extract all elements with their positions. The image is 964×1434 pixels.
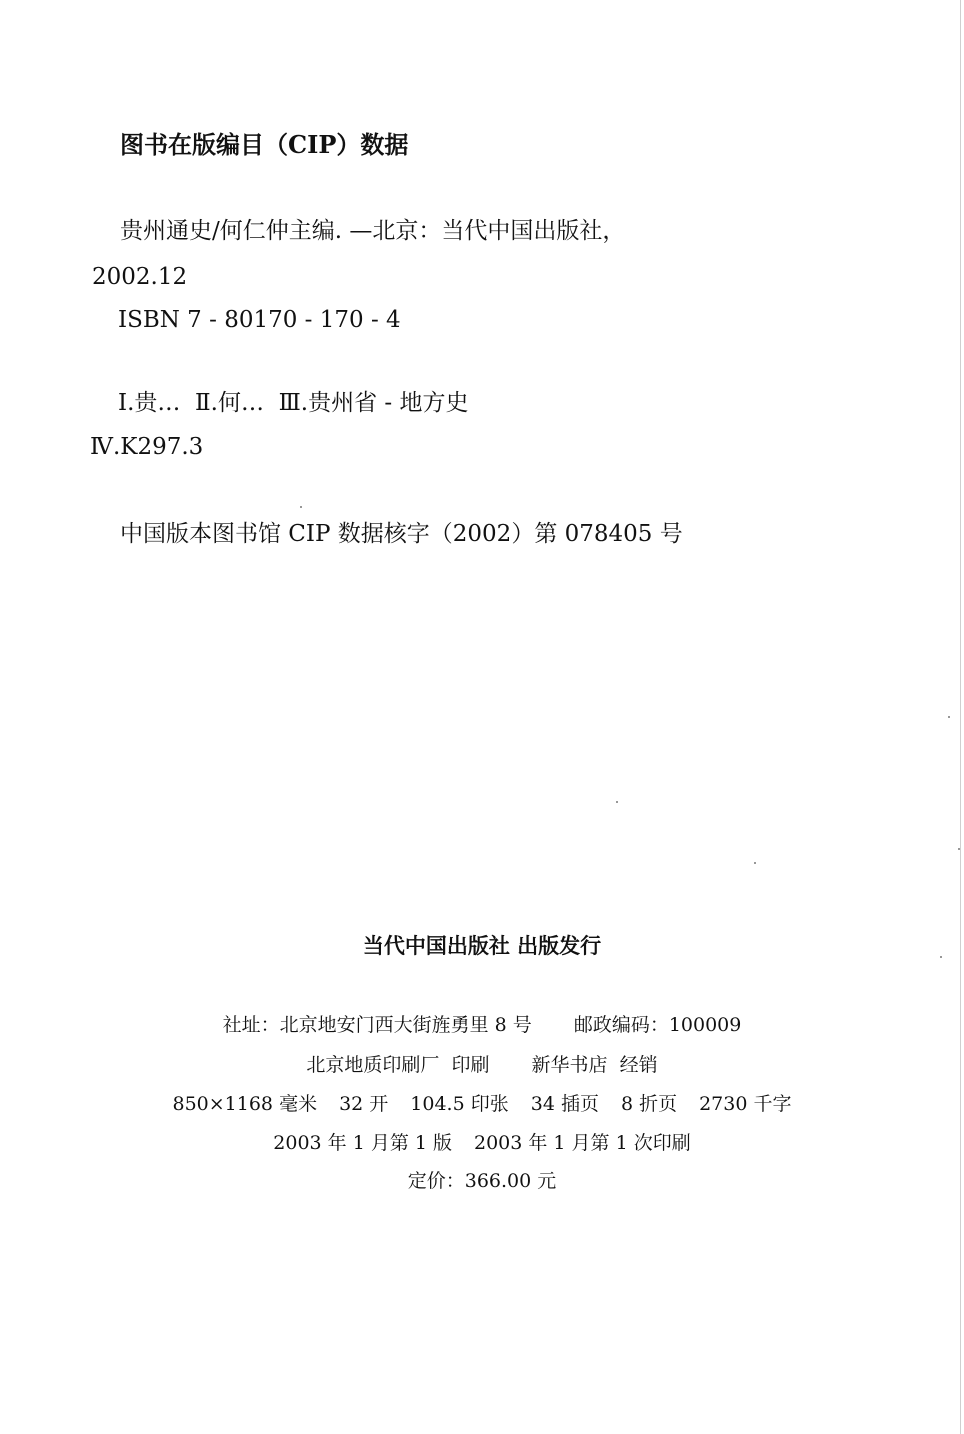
cip-library-record: 中国版本图书馆 CIP 数据核字（2002）第 078405 号 <box>120 521 683 547</box>
edition: 2003 年 1 月第 1 版 <box>273 1132 452 1154</box>
cip-title-line: 贵州通史/何仁仲主编. —北京：当代中国出版社， <box>120 218 626 244</box>
postcode: 邮政编码：100009 <box>573 1014 742 1036</box>
printer: 北京地质印刷厂 印刷 <box>306 1054 490 1076</box>
scan-speck <box>616 801 618 803</box>
printed-sheets: 104.5 印张 <box>410 1093 509 1115</box>
insert-pages: 34 插页 <box>530 1093 599 1115</box>
scan-speck <box>300 506 302 508</box>
scan-speck <box>958 848 960 850</box>
word-count: 2730 千字 <box>699 1093 792 1115</box>
scan-speck <box>940 956 942 958</box>
address-line <box>0 1011 964 1039</box>
format-size: 32 开 <box>339 1093 389 1115</box>
scan-edge <box>960 0 961 1434</box>
price: 定价：366.00 元 <box>407 1170 557 1192</box>
foldout-pages: 8 折页 <box>620 1093 678 1115</box>
edition-line <box>0 1129 964 1157</box>
cip-classification: Ⅳ.K297.3 <box>90 434 204 460</box>
printing-line <box>0 1051 964 1079</box>
cip-subjects: Ⅰ.贵… Ⅱ.何… Ⅲ.贵州省 - 地方史 <box>118 390 469 416</box>
distributor: 新华书店 经销 <box>531 1054 658 1076</box>
publisher-line: 当代中国出版社 出版发行 <box>362 933 602 958</box>
spec-line <box>0 1090 964 1118</box>
cip-date-line: 2002.12 <box>92 264 188 290</box>
cip-heading: 图书在版编目（CIP）数据 <box>120 130 409 159</box>
cip-isbn: ISBN 7 - 80170 - 170 - 4 <box>118 307 401 333</box>
scan-speck <box>754 862 756 864</box>
printing: 2003 年 1 月第 1 次印刷 <box>474 1132 691 1154</box>
scan-speck <box>948 716 950 718</box>
paper-format: 850×1168 毫米 <box>172 1093 318 1115</box>
publisher-address: 社址：北京地安门西大街旌勇里 8 号 <box>222 1014 532 1036</box>
